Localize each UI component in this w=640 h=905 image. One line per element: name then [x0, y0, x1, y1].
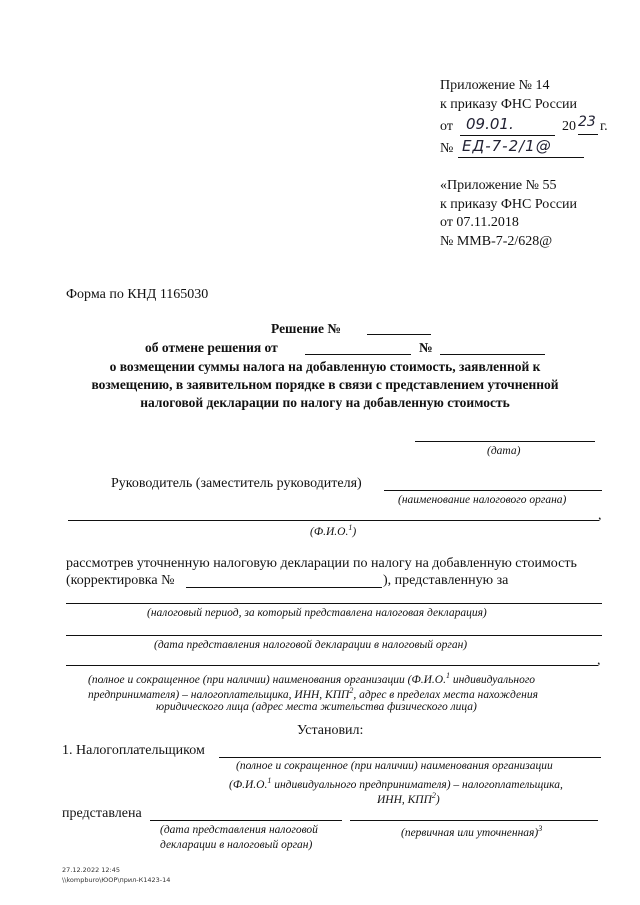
tax-authority-line	[384, 490, 602, 491]
org-caption-2: предпринимателя) – налогоплательщика, ИНН, КПП$^2$, адрес в пределах места нахождения	[88, 686, 538, 701]
handwritten-number: ЕД-7-2/1@	[462, 137, 552, 155]
quoted-appendix: «Приложение № 55	[440, 178, 557, 193]
quoted-number: № ММВ-7-2/628@	[440, 234, 553, 249]
fio-comma: ,	[598, 508, 602, 523]
date-prefix: от	[440, 119, 453, 134]
submit-date-line	[66, 635, 602, 636]
handwritten-year: 23	[578, 114, 596, 130]
established-label: Установил:	[297, 723, 364, 738]
item1-label: 1. Налогоплательщиком	[62, 743, 205, 758]
fio-caption: (Ф.И.О.$^1$)	[310, 523, 357, 538]
quoted-date: от 07.11.2018	[440, 215, 519, 230]
year-printed: 20	[562, 119, 576, 134]
correction-label: (корректировка №	[66, 573, 175, 588]
org-comma: ,	[597, 653, 601, 668]
decision-title: Решение №	[271, 321, 341, 336]
cancel-date-line	[305, 354, 411, 355]
presented-type-line	[350, 820, 598, 821]
taxpayer-caption-1: (полное и сокращенное (при наличии) наименования организации	[236, 760, 553, 772]
date-caption: (дата)	[487, 445, 521, 457]
appendix-label: Приложение № 14	[440, 78, 550, 93]
presented-date-caption-1: (дата представления налоговой	[160, 824, 318, 836]
date-line	[415, 441, 595, 442]
cancel-title: об отмене решения от	[145, 340, 278, 355]
year-suffix: г.	[600, 119, 608, 134]
taxpayer-caption-3: ИНН, КПП$^2$)	[377, 791, 440, 806]
number-prefix: №	[440, 141, 454, 156]
org-caption-1: (полное и сокращенное (при наличии) наименования организации (Ф.И.О.$^1$ индивидуального	[88, 671, 536, 686]
cancel-number-line	[440, 354, 545, 355]
title-line4: возмещению, в заявительном порядке в связи с представлением уточненной	[91, 377, 559, 392]
cancel-number-label: №	[419, 340, 433, 355]
form-code: Форма по КНД 1165030	[66, 287, 209, 302]
presented-type-caption: (первичная или уточненная)$^3$	[401, 824, 543, 839]
period-caption: (налоговый период, за который представлена налоговая декларация)	[147, 607, 487, 619]
footer-timestamp: 27.12.2022 12:45	[62, 866, 121, 874]
org-caption-3: юридического лица (адрес места жительства физического лица)	[156, 701, 477, 713]
taxpayer-line	[219, 757, 601, 758]
submit-date-caption: (дата представления налоговой декларации в налоговый орган)	[154, 639, 468, 651]
order-label: к приказу ФНС России	[440, 97, 578, 112]
presented-label: представлена	[62, 806, 142, 821]
number-underline	[458, 157, 584, 158]
fio-line	[68, 520, 599, 521]
title-line3: о возмещении суммы налога на добавленную стоимость, заявленной к	[109, 359, 541, 374]
body-line1: рассмотрев уточненную налоговую декларации по налогу на добавленную стоимость	[66, 556, 577, 571]
presented-date-caption-2: декларации в налоговый орган)	[160, 839, 313, 851]
handwritten-date: 09.01.	[466, 115, 514, 133]
title-line5: налоговой декларации по налогу на добавленную стоимость	[140, 395, 510, 410]
presented-date-line	[150, 820, 342, 821]
org-line	[66, 665, 598, 666]
date-underline	[460, 135, 555, 136]
head-label: Руководитель (заместитель руководителя)	[111, 476, 362, 491]
correction-line	[186, 587, 382, 588]
tax-authority-caption: (наименование налогового органа)	[398, 494, 567, 506]
period-line	[66, 603, 602, 604]
presented-for: ), представленную за	[383, 573, 509, 588]
decision-number-line	[367, 334, 431, 335]
year-underline	[578, 134, 598, 135]
quoted-order: к приказу ФНС России	[440, 197, 578, 212]
footer-path: \\kompburo\ЮОР\прил-К1423-14	[62, 876, 171, 884]
taxpayer-caption-2: (Ф.И.О.$^1$ индивидуального предпринимателя) – налогоплательщика,	[229, 776, 563, 791]
